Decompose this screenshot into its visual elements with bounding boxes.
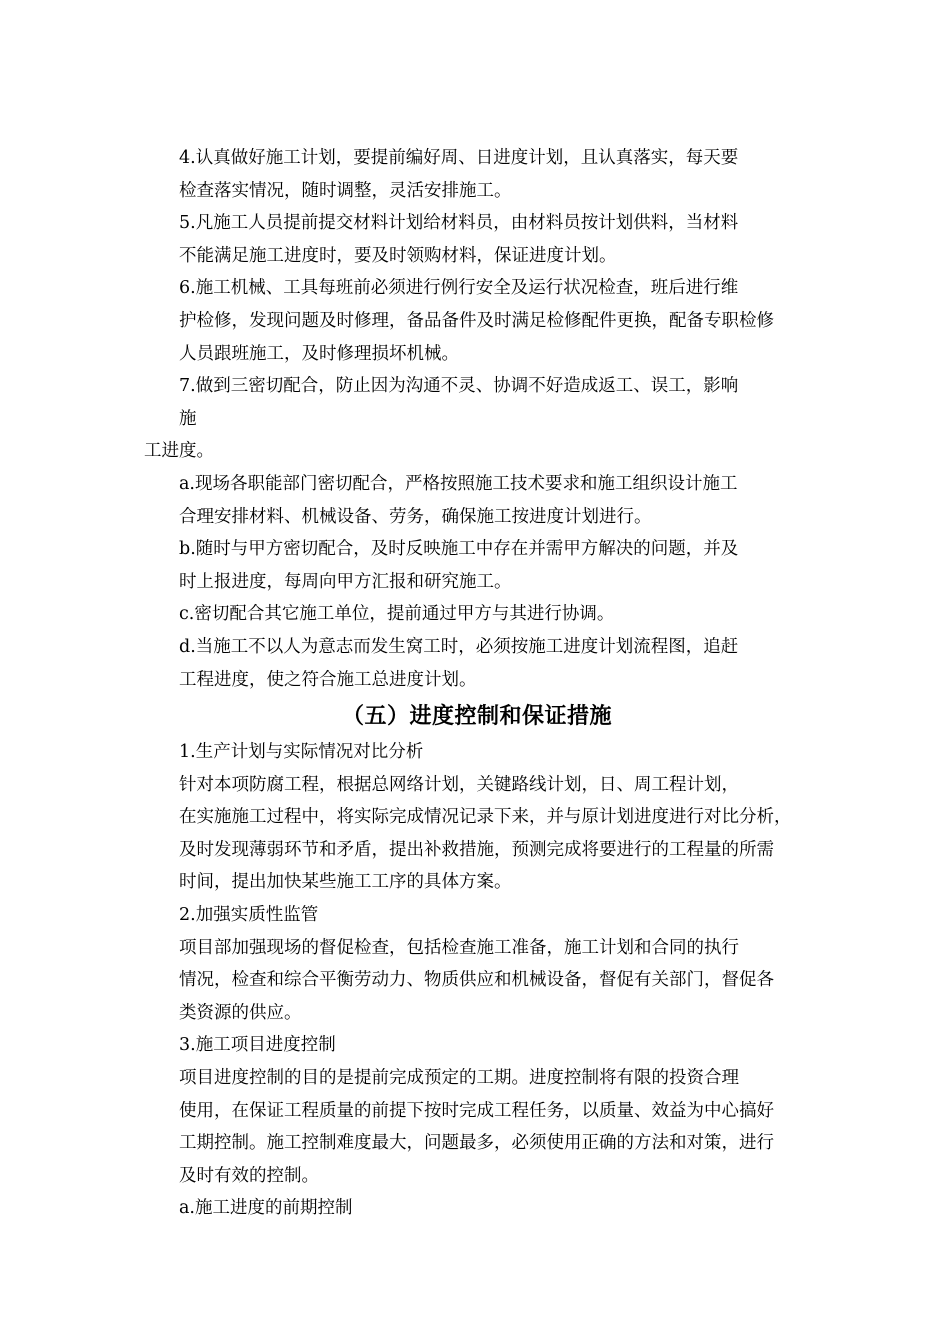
text-line: 1.生产计划与实际情况对比分析 [179,742,424,763]
paragraph [144,533,810,598]
paragraph [144,435,810,468]
text-line: 7.做到三密切配合，防止因为沟通不灵、协调不好造成返工、误工，影响 [179,376,739,397]
text-line: c.密切配合其它施工单位，提前通过甲方与其进行协调。 [179,604,615,625]
paragraph [144,468,810,533]
text-line: 时间，提出加快某些施工工序的具体方案。 [179,872,512,893]
paragraph [144,631,810,696]
text-line: 时上报进度，每周向甲方汇报和研究施工。 [179,571,512,592]
text-line: 工期控制。施工控制难度最大，问题最多，必须使用正确的方法和对策，进行 [179,1133,774,1154]
text-line: 4.认真做好施工计划，要提前编好周、日进度计划，且认真落实，每天要 [179,148,739,168]
paragraph [144,207,810,272]
text-line: 2.加强实质性监管 [179,905,319,926]
text-line: 针对本项防腐工程，根据总网络计划，关键路线计划，日、周工程计划， [179,774,739,795]
text-line: 合理安排材料、机械设备、劳务，确保施工按进度计划进行。 [179,506,652,527]
text-line: 工程进度，使之符合施工总进度计划。 [179,669,477,690]
text-line: （五）进度控制和保证措施 [341,703,612,730]
text-line: 6.施工机械、工具每班前必须进行例行安全及运行状况检查，班后进行维 [179,278,739,299]
paragraph [144,1029,810,1062]
text-line: 护检修，发现问题及时修理，备品备件及时满足检修配件更换，配备专职检修 [179,310,774,331]
text-line: 人员跟班施工，及时修理损坏机械。 [179,343,459,364]
text-line: 施 [179,408,197,429]
paragraph [144,598,810,631]
paragraph [144,769,810,899]
document-body [144,142,810,1225]
text-line: 3.施工项目进度控制 [179,1035,336,1056]
paragraph [144,1062,810,1192]
text-line: 及时有效的控制。 [179,1165,319,1186]
text-line: 工进度。 [144,441,214,462]
text-line: b.随时与甲方密切配合，及时反映施工中存在并需甲方解决的问题，并及 [179,539,739,560]
text-line: 情况，检查和综合平衡劳动力、物质供应和机械设备，督促有关部门，督促各 [179,970,774,991]
text-line: 5.凡施工人员提前提交材料计划给材料员，由材料员按计划供料，当材料 [179,213,739,234]
paragraph [144,932,810,1030]
text-line: a.施工进度的前期控制 [179,1198,353,1219]
paragraph [144,899,810,932]
section-heading [144,696,810,736]
text-line: d.当施工不以人为意志而发生窝工时，必须按施工进度计划流程图，追赶 [179,636,739,657]
text-line: a.现场各职能部门密切配合，严格按照施工技术要求和施工组织设计施工 [179,473,738,494]
paragraph [144,736,810,769]
text-line: 项目部加强现场的督促检查，包括检查施工准备，施工计划和合同的执行 [179,937,739,958]
text-line: 使用，在保证工程质量的前提下按时完成工程任务，以质量、效益为中心搞好 [179,1100,774,1121]
paragraph [144,272,810,370]
text-line: 及时发现薄弱环节和矛盾，提出补救措施，预测完成将要进行的工程量的所需 [179,839,774,860]
text-line: 类资源的供应。 [179,1002,302,1023]
text-line: 检查落实情况，随时调整，灵活安排施工。 [179,180,512,201]
paragraph [144,370,810,435]
text-line: 不能满足施工进度时，要及时领购材料，保证进度计划。 [179,245,617,266]
text-line: 在实施施工过程中，将实际完成情况记录下来，并与原计划进度进行对比分析， [179,807,792,828]
paragraph [144,1192,810,1225]
paragraph [144,142,810,207]
text-line: 项目进度控制的目的是提前完成预定的工期。进度控制将有限的投资合理 [179,1068,739,1089]
